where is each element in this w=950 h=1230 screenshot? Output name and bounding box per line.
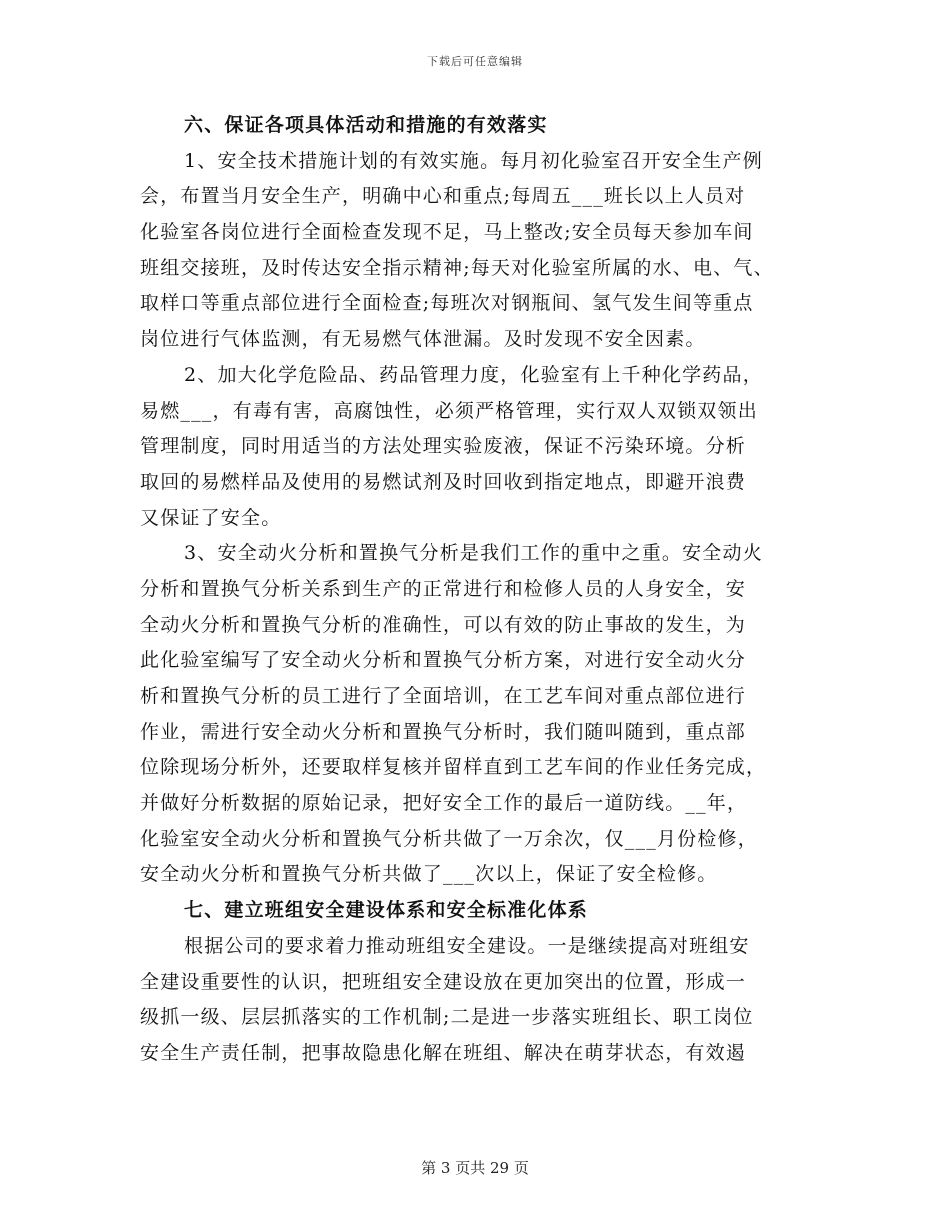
paragraph-line: 1、安全技术措施计划的有效实施。每月初化验室召开安全生产例 bbox=[184, 149, 763, 172]
section-heading: 七、建立班组安全建设体系和安全标准化体系 bbox=[184, 899, 589, 922]
paragraph-line: 管理制度，同时用适当的方法处理实验废液，保证不污染环境。分析 bbox=[140, 435, 747, 458]
paragraph-line: 位除现场分析外，还要取样复核并留样直到工艺车间的作业任务完成， bbox=[140, 756, 767, 779]
page-footer: 第 3 页共 29 页 bbox=[421, 1159, 529, 1177]
paragraph-line: 安全生产责任制，把事故隐患化解在班组、解决在萌芽状态，有效遏 bbox=[140, 1041, 747, 1064]
paragraph-line: 全建设重要性的认识，把班组安全建设放在更加突出的位置，形成一 bbox=[140, 970, 747, 993]
paragraph-line: 化验室各岗位进行全面检查发现不足，马上整改;安全员每天参加车间 bbox=[140, 221, 754, 244]
paragraph-line: 此化验室编写了安全动火分析和置换气分析方案，对进行安全动火分 bbox=[140, 649, 747, 672]
paragraph-line: 会，布置当月安全生产，明确中心和重点;每周五___班长以上人员对 bbox=[140, 185, 746, 208]
paragraph-line: 班组交接班，及时传达安全指示精神;每天对化验室所属的水、电、气、 bbox=[140, 256, 774, 279]
paragraph-line: 作业，需进行安全动火分析和置换气分析时，我们随叫随到，重点部 bbox=[140, 720, 747, 743]
paragraph-line: 取回的易燃样品及使用的易燃试剂及时回收到指定地点，即避开浪费 bbox=[140, 470, 747, 493]
paragraph-line: 级抓一级、层层抓落实的工作机制;二是进一步落实班组长、职工岗位 bbox=[140, 1006, 754, 1029]
paragraph-line: 取样口等重点部位进行全面检查;每班次对钢瓶间、氢气发生间等重点 bbox=[140, 292, 754, 315]
paragraph-line: 3、安全动火分析和置换气分析是我们工作的重中之重。安全动火 bbox=[184, 542, 763, 565]
paragraph-line: 析和置换气分析的员工进行了全面培训，在工艺车间对重点部位进行 bbox=[140, 685, 747, 707]
paragraph-line: 全动火分析和置换气分析的准确性，可以有效的防止事故的发生，为 bbox=[140, 613, 747, 636]
document-body bbox=[140, 108, 812, 1072]
page-header: 下载后可任意编辑 bbox=[427, 55, 523, 68]
paragraph-line: 2、加大化学危险品、药品管理力度，化验室有上千种化学药品， bbox=[184, 363, 763, 386]
paragraph-line: 岗位进行气体监测，有无易燃气体泄漏。及时发现不安全因素。 bbox=[140, 328, 706, 351]
paragraph-line: 化验室安全动火分析和置换气分析共做了一万余次，仅___月份检修， bbox=[140, 827, 758, 850]
paragraph-line: 分析和置换气分析关系到生产的正常进行和检修人员的人身安全，安 bbox=[140, 577, 747, 600]
paragraph-line: 并做好分析数据的原始记录，把好安全工作的最后一道防线。__年， bbox=[140, 792, 748, 815]
paragraph-line: 安全动火分析和置换气分析共做了___次以上，保证了安全检修。 bbox=[140, 863, 718, 886]
section-heading: 六、保证各项具体活动和措施的有效落实 bbox=[184, 114, 548, 136]
paragraph-line: 又保证了安全。 bbox=[140, 506, 282, 529]
paragraph-line: 根据公司的要求着力推动班组安全建设。一是继续提高对班组安 bbox=[184, 934, 750, 957]
paragraph-line: 易燃___，有毒有害，高腐蚀性，必须严格管理，实行双人双锁双领出 bbox=[140, 399, 758, 422]
